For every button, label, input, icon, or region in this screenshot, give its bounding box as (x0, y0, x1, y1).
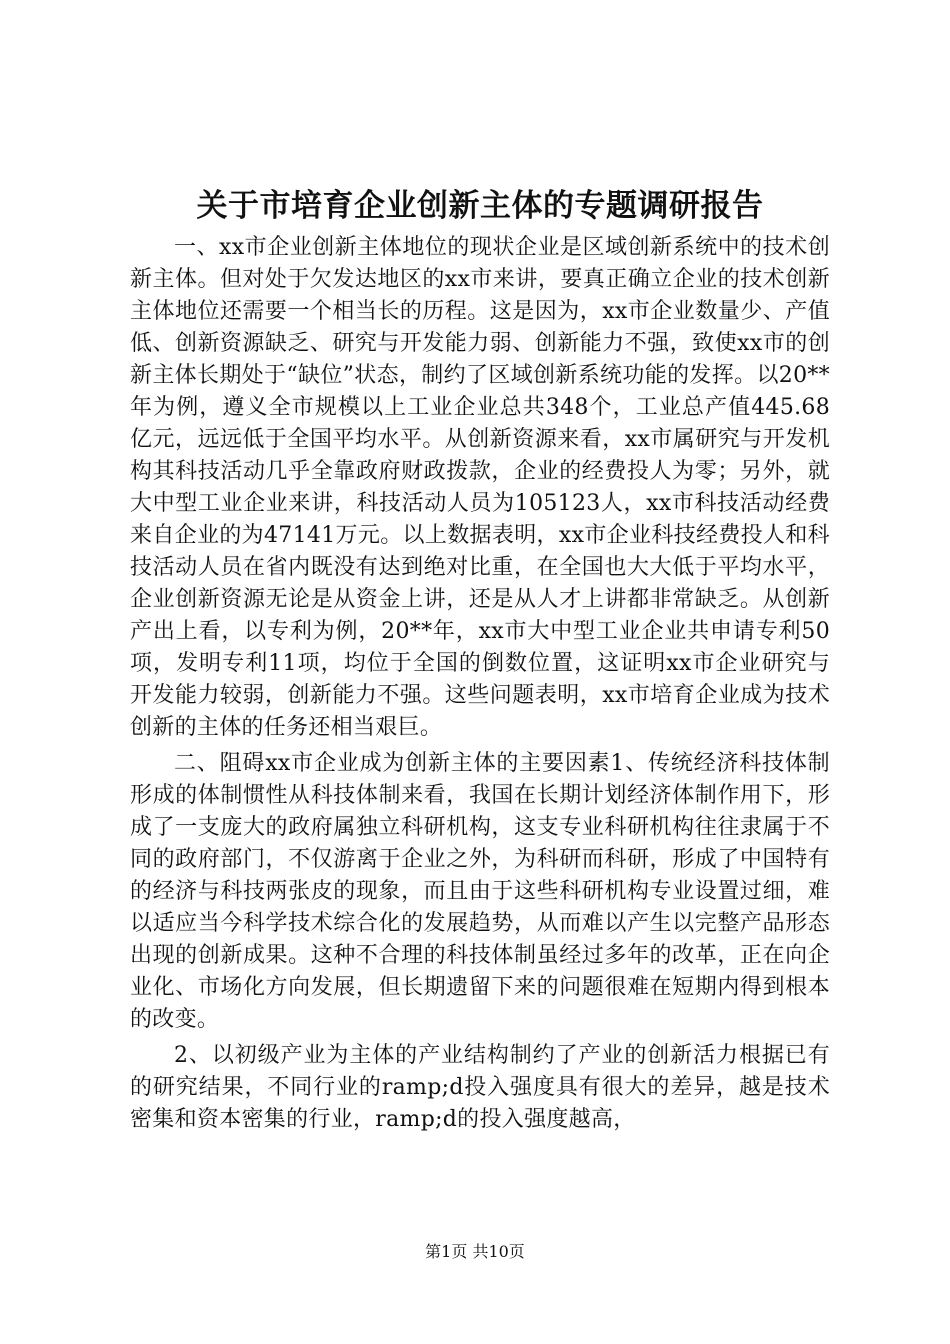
paragraph-2: 二、阻碍xx市企业成为创新主体的主要因素1、传统经济科技体制形成的体制惯性从科技体制来看，我国在长期计划经济体制作用下，形成了一支庞大的政府属独立科研机构，这支专业科研机构往往隶属于不同的政府部门，不仅游离于企业之外，为科研而科研，形成了中国特有的经济与科技两张皮的现象，而且由于这些科研机构专业设置过细，难以适应当今科学技术综合化的发展趋势，从而难以产生以完整产品形态出现的创新成果。这种不合理的科技体制虽经过多年的改革，正在向企业化、市场化方向发展，但长期遗留下来的问题很难在短期内得到根本的改变。 (130, 751, 830, 1032)
paragraph-1: 一、xx市企业创新主体地位的现状企业是区域创新系统中的技术创新主体。但对处于欠发达地区的xx市来讲，要真正确立企业的技术创新主体地位还需要一个相当长的历程。这是因为，xx市企业数量少、产值低、创新资源缺乏、研究与开发能力弱、创新能力不强，致使xx市的创新主体长期处于“缺位”状态，制约了区域创新系统功能的发挥。以20**年为例，遵义全市规模以上工业企业总共348个，工业总产值445.68亿元，远远低于全国平均水平。从创新资源来看，xx市属研究与开发机构其科技活动几乎全靠政府财政拨款，企业的经费投人为零；另外，就大中型工业企业来讲，科技活动人员为105123人，xx市科技活动经费来自企业的为47141万元。以上数据表明，xx市企业科技经费投人和科技活动人员在省内既没有达到绝对比重，在全国也大大低于平均水平，企业创新资源无论是从资金上讲，还是从人才上讲都非常缺乏。从创新产出上看，以专利为例，20**年，xx市大中型工业企业共申请专利50项，发明专利11项，均位于全国的倒数位置，这证明xx市企业研究与开发能力较弱，创新能力不强。这些问题表明，xx市培育企业成为技术创新的主体的任务还相当艰巨。 (130, 235, 830, 740)
document-title: 关于市培育企业创新主体的专题调研报告 (196, 188, 764, 224)
page-number-footer: 第1页 共10页 (425, 1242, 525, 1261)
paragraph-3: 2、以初级产业为主体的产业结构制约了产业的创新活力根据已有的研究结果，不同行业的ramp;d投入强度具有很大的差异，越是技术密集和资本密集的行业，ramp;d的投入强度越高， (130, 1043, 830, 1132)
document-body (130, 232, 830, 1136)
